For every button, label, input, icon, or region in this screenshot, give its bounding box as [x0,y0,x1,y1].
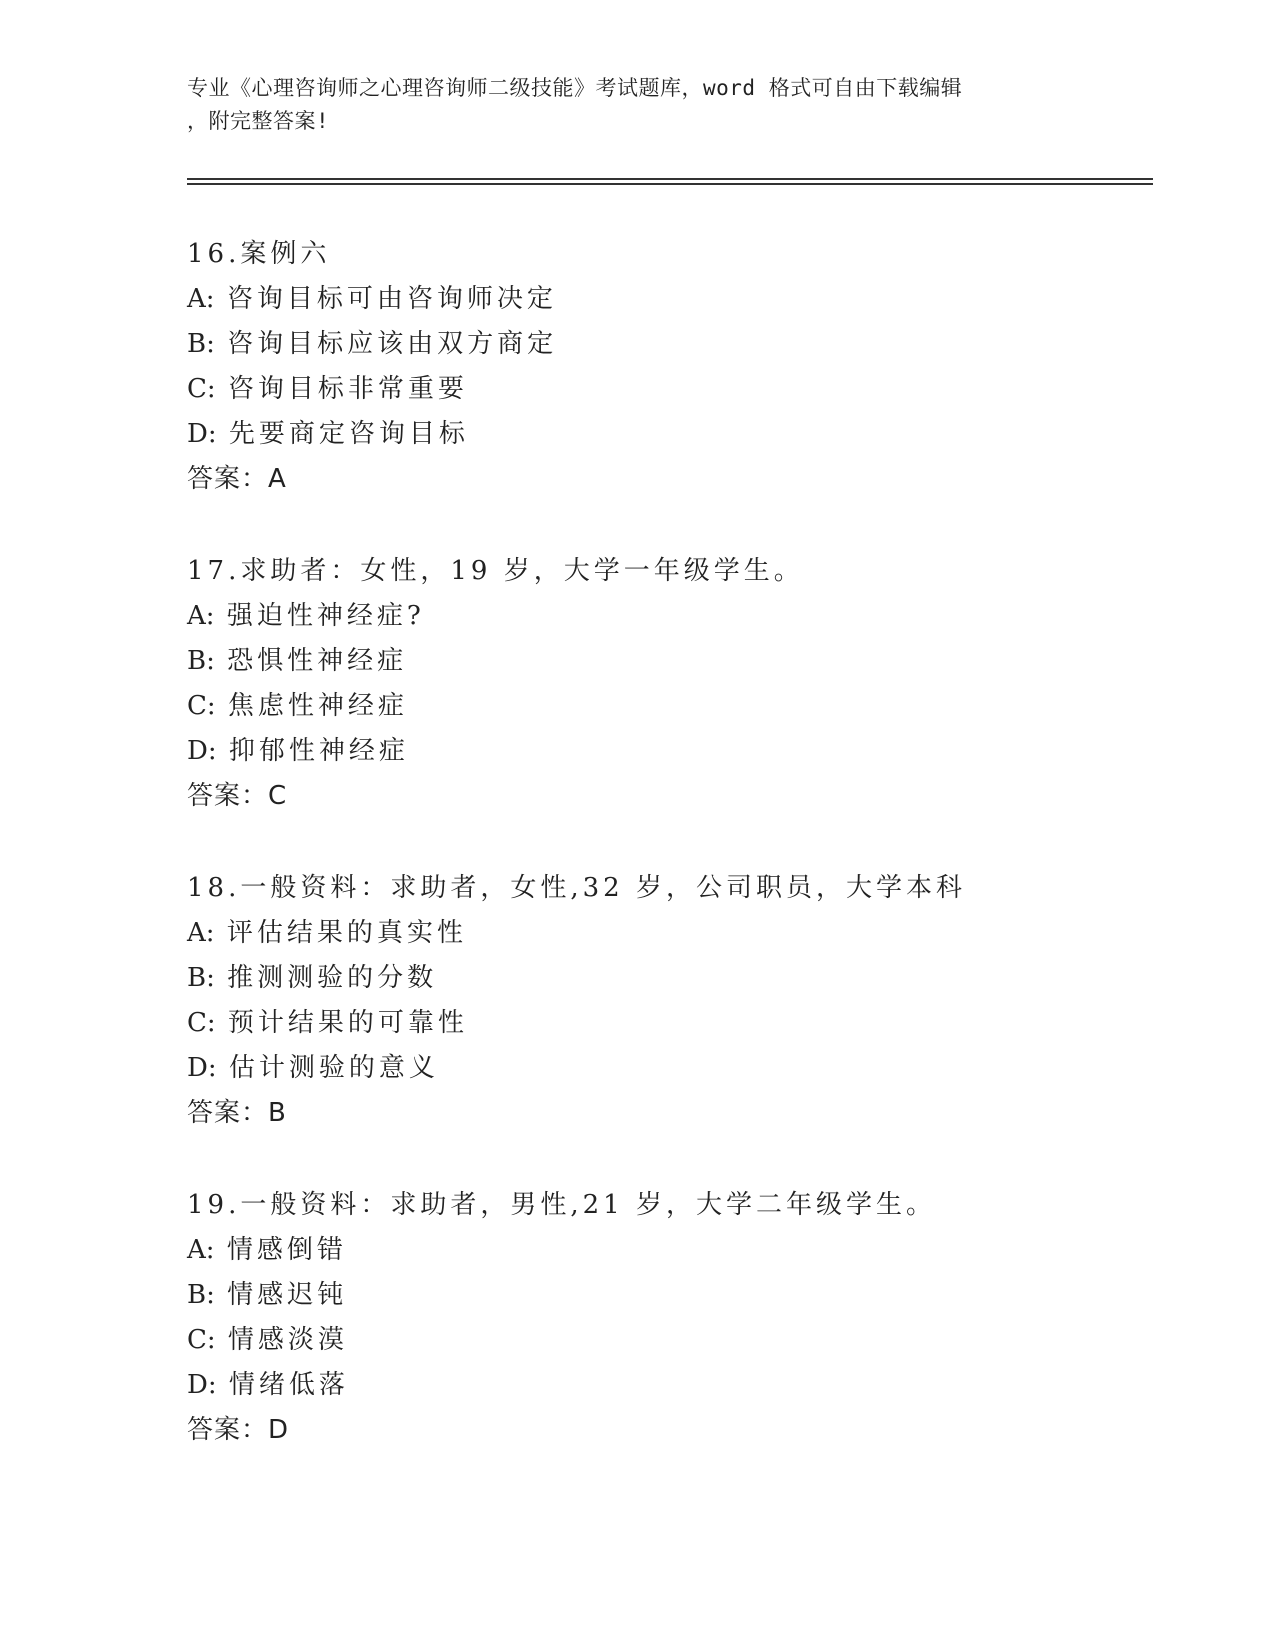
option-c [187,684,1147,729]
answer-line: 答案：D [187,1415,290,1445]
option-text: 咨询目标可由咨询师决定 [226,284,557,314]
option-text: 先要商定咨询目标 [228,419,469,449]
answer-line: 答案：A [187,464,287,494]
option-letter: D: [187,736,217,766]
option-letter: D: [187,1370,217,1400]
option-letter: B: [187,963,215,993]
option-letter: A: [187,918,215,948]
option-a [187,594,1147,639]
option-letter: B: [187,646,215,676]
header-line-1: 专业《心理咨询师之心理咨询师二级技能》考试题库，word 格式可自由下载编辑 [187,76,963,100]
option-c [187,1001,1147,1046]
question-block [187,1183,1147,1453]
option-text: 估计测验的意义 [228,1053,439,1083]
option-text: 推测测验的分数 [227,963,438,993]
option-letter: A: [187,284,215,314]
option-text: 情绪低落 [228,1370,349,1400]
option-text: 情感淡漠 [227,1325,348,1355]
option-c [187,367,1147,412]
option-letter: D: [187,1053,217,1083]
question-block [187,866,1147,1136]
option-letter: C: [187,1325,216,1355]
option-b [187,639,1147,684]
option-letter: C: [187,1008,216,1038]
answer-line: 答案：C [187,781,288,811]
option-a [187,911,1147,956]
option-b [187,1273,1147,1318]
option-text: 情感迟钝 [227,1280,348,1310]
question-stem: 18.一般资料：求助者，女性,32 岁，公司职员，大学本科 [187,873,966,903]
option-text: 抑郁性神经症 [228,736,409,766]
option-letter: D: [187,419,217,449]
option-d [187,1046,1147,1091]
question-stem: 16.案例六 [187,239,331,269]
option-text: 焦虑性神经症 [227,691,408,721]
option-text: 情感倒错 [226,1235,347,1265]
question-stem: 19.一般资料：求助者，男性,21 岁，大学二年级学生。 [187,1190,936,1220]
option-text: 强迫性神经症? [226,601,425,631]
question-block [187,549,1147,819]
option-letter: C: [187,691,216,721]
question-block [187,232,1147,502]
option-d [187,729,1147,774]
option-b [187,322,1147,367]
question-stem: 17.求助者：女性，19 岁，大学一年级学生。 [187,556,804,586]
option-text: 咨询目标非常重要 [227,374,468,404]
document-header [187,72,1067,138]
option-text: 恐惧性神经症 [227,646,408,676]
option-letter: B: [187,1280,215,1310]
option-text: 预计结果的可靠性 [227,1008,468,1038]
option-letter: C: [187,374,216,404]
option-a [187,1228,1147,1273]
header-divider-bottom [187,183,1153,185]
header-divider-top [187,178,1153,180]
option-letter: A: [187,601,215,631]
option-letter: B: [187,329,215,359]
option-c [187,1318,1147,1363]
header-line-2: ，附完整答案! [187,109,330,133]
answer-line: 答案：B [187,1098,287,1128]
option-text: 评估结果的真实性 [226,918,467,948]
option-a [187,277,1147,322]
option-d [187,1363,1147,1408]
option-d [187,412,1147,457]
option-text: 咨询目标应该由双方商定 [227,329,558,359]
option-letter: A: [187,1235,215,1265]
option-b [187,956,1147,1001]
